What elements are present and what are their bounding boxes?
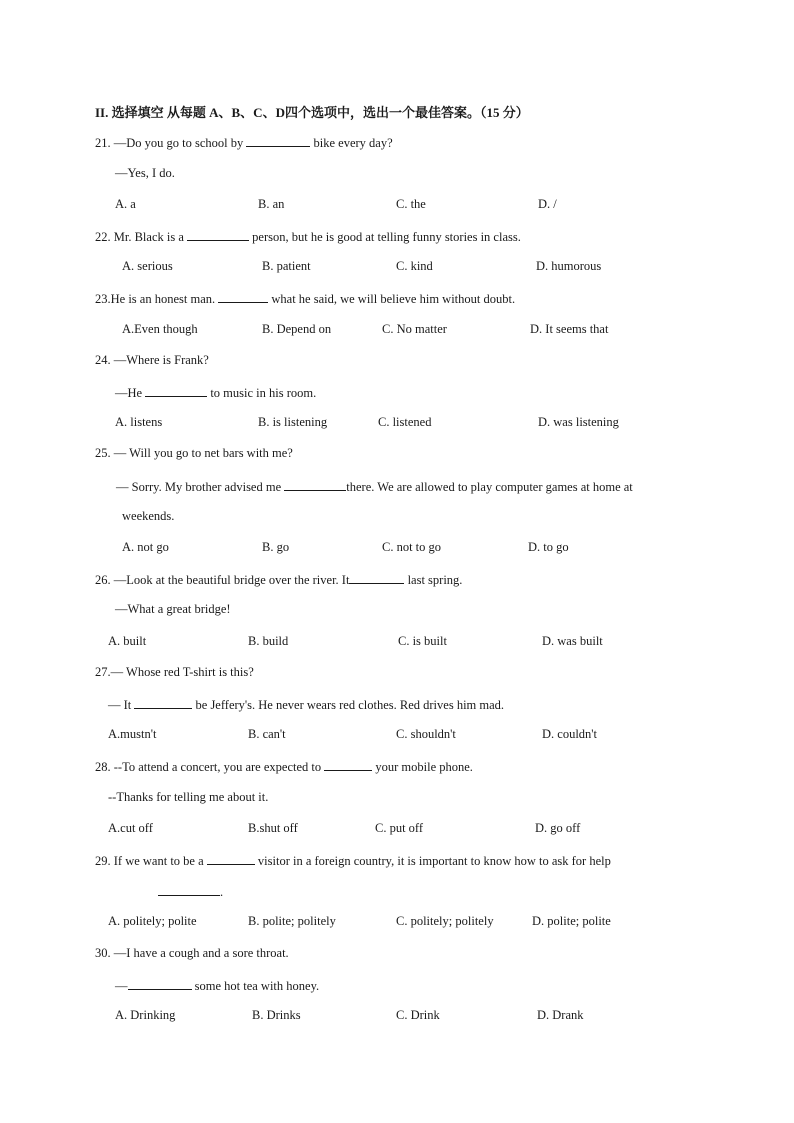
- option-c: C. shouldn't: [396, 727, 456, 741]
- option-c: C. kind: [396, 259, 433, 273]
- question-24-reply: —He to music in his room.: [115, 386, 317, 400]
- option-c: C. No matter: [382, 322, 447, 336]
- answer-blank: [145, 384, 207, 397]
- option-a: A.cut off: [108, 821, 153, 835]
- option-a: A. Drinking: [115, 1008, 176, 1022]
- option-c: C. Drink: [396, 1008, 440, 1022]
- answer-blank: [349, 571, 404, 584]
- option-a: A. not go: [122, 540, 169, 554]
- question-28-stem: 28. --To attend a concert, you are expected to your mobile phone.: [95, 760, 473, 774]
- question-27-stem: 27.— Whose red T-shirt is this?: [95, 665, 254, 679]
- question-30-reply: — some hot tea with honey.: [115, 979, 320, 993]
- question-28-reply: --Thanks for telling me about it.: [108, 790, 269, 804]
- option-c: C. politely; politely: [396, 914, 494, 928]
- answer-blank: [128, 977, 192, 990]
- option-d: D. couldn't: [542, 727, 598, 741]
- option-c: C. not to go: [382, 540, 442, 554]
- option-d: D. It seems that: [530, 322, 609, 336]
- option-a: A.Even though: [122, 322, 198, 336]
- option-a: A. serious: [122, 259, 173, 273]
- option-d: D. go off: [535, 821, 581, 835]
- option-b: B. Drinks: [252, 1008, 301, 1022]
- option-b: B. go: [262, 540, 290, 554]
- option-d: D. Drank: [537, 1008, 584, 1022]
- option-a: A. listens: [115, 415, 163, 429]
- question-25-stem: 25. — Will you go to net bars with me?: [95, 446, 293, 460]
- option-a: A. built: [108, 634, 147, 648]
- answer-blank: [218, 290, 268, 303]
- option-c: C. listened: [378, 415, 432, 429]
- option-d: D. to go: [528, 540, 569, 554]
- section-title: II. 选择填空 从每题 A、B、C、D四个选项中，选出一个最佳答案。（15 分）: [95, 105, 529, 120]
- answer-blank: [158, 883, 220, 896]
- question-23-stem: 23.He is an honest man. what he said, we will believe him without doubt.: [95, 292, 516, 306]
- question-25-reply: — Sorry. My brother advised me there. We are allowed to play computer games at home at: [116, 480, 633, 494]
- option-b: B. is listening: [258, 415, 328, 429]
- question-21-stem: 21. —Do you go to school by bike every day?: [95, 136, 393, 150]
- option-b: B.shut off: [248, 821, 298, 835]
- option-c: C. is built: [398, 634, 447, 648]
- answer-blank: [207, 852, 255, 865]
- option-a: A. a: [115, 197, 136, 211]
- question-29-stem: 29. If we want to be a visitor in a foreign country, it is important to know how to ask for help: [95, 854, 611, 868]
- question-21-reply: —Yes, I do.: [115, 166, 175, 180]
- question-27-reply: — It be Jeffery's. He never wears red clothes. Red drives him mad.: [108, 698, 505, 712]
- answer-blank: [246, 134, 310, 147]
- option-c: C. the: [396, 197, 426, 211]
- option-b: B. build: [248, 634, 289, 648]
- question-26-reply: —What a great bridge!: [115, 602, 231, 616]
- option-d: D. was built: [542, 634, 603, 648]
- option-a: A. politely; polite: [108, 914, 197, 928]
- question-30-stem: 30. —I have a cough and a sore throat.: [95, 946, 289, 960]
- option-b: B. can't: [248, 727, 286, 741]
- option-b: B. Depend on: [262, 322, 332, 336]
- option-c: C. put off: [375, 821, 424, 835]
- answer-blank: [324, 758, 372, 771]
- option-d: D. polite; polite: [532, 914, 611, 928]
- question-29-stem-continued: .: [158, 883, 223, 900]
- answer-blank: [284, 478, 346, 491]
- answer-blank: [134, 696, 192, 709]
- option-b: B. an: [258, 197, 285, 211]
- question-24-stem: 24. —Where is Frank?: [95, 353, 209, 367]
- question-26-stem: 26. —Look at the beautiful bridge over the river. It last spring.: [95, 573, 463, 587]
- answer-blank: [187, 228, 249, 241]
- option-b: B. patient: [262, 259, 311, 273]
- option-d: D. was listening: [538, 415, 619, 429]
- option-d: D. humorous: [536, 259, 602, 273]
- option-d: D. /: [538, 197, 557, 211]
- question-22-stem: 22. Mr. Black is a person, but he is good at telling funny stories in class.: [95, 230, 521, 244]
- option-b: B. polite; politely: [248, 914, 336, 928]
- option-a: A.mustn't: [108, 727, 157, 741]
- question-25-reply-continued: weekends.: [122, 509, 175, 523]
